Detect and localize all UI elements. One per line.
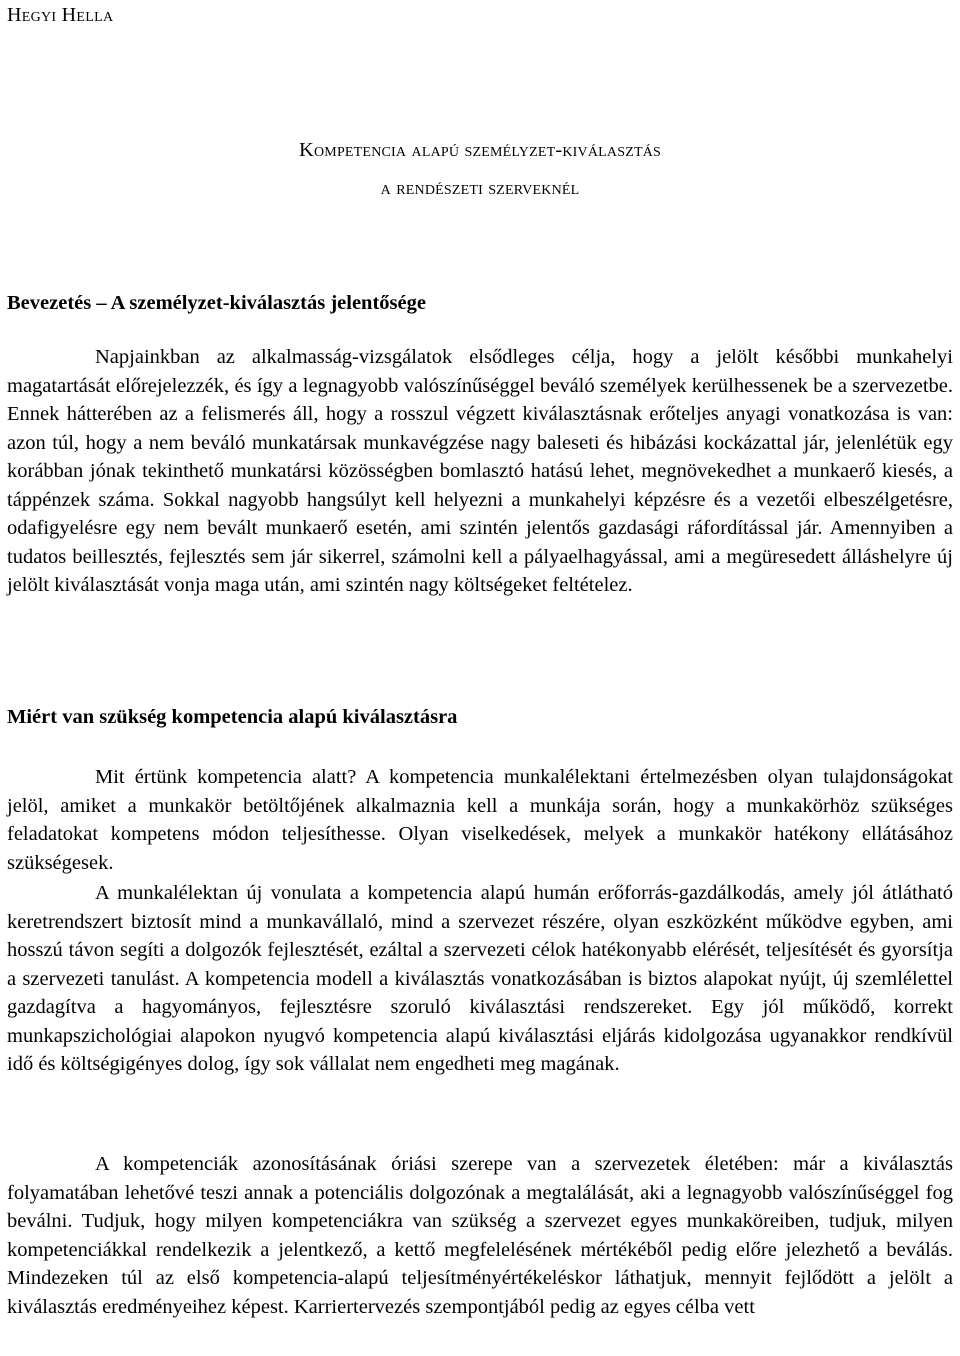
paragraph: A munkalélektan új vonulata a kompetencia alapú humán erőforrás-gazdálkodás, amely jól átlátható keretrendszert biztosít mind a munkavállaló, mind a szervezet részére, olyan eszközként működve egyben, ami hosszú távon segíti a dolgozók fejlesztését, ezáltal a szervezeti célok hatékonyabb elérését, teljesítését és gyorsítja a szervezeti tanulást. A kompetencia modell a kiválasztás vonatkozásában is biztos alapokat nyújt, új szemlélettel gazdagítva a hagyományos, fejlesztésre szoruló kiválasztási rendszereket. Egy jól működő, korrekt munkapszichológiai alapokon nyugvó kompetencia alapú kiválasztási eljárás kidolgozása ugyanakkor rendkívül idő és költségigényes dolog, így sok vállalat nem engedheti meg magának. [7,882,953,1075]
paper-title [0,131,960,207]
section-heading-introduction: Bevezetés – A személyzet-kiválasztás jelentősége [7,292,426,314]
paragraph: Mit értünk kompetencia alatt? A kompetencia munkalélektani értelmezésben olyan tulajdonságokat jelöl, amiket a munkakör betöltőjének alkalmaznia kell a munkája során, hogy a munkakörhöz szükséges feladatokat kompetens módon teljesíthesse. Olyan viselkedések, melyek a munkakör hatékony ellátásához szükségesek. [7,766,953,874]
section-heading-why-competency: Miért van szükség kompetencia alapú kiválasztásra [7,706,458,728]
author-name: Hegyi Hella [7,4,114,26]
paragraph: A kompetenciák azonosításának óriási szerepe van a szervezetek életében: már a kiválasztás folyamatában lehetővé teszi annak a potenciális dolgozónak a megtalálását, aki a legnagyobb valószínűséggel fog beválni. Tudjuk, hogy milyen kompetenciákra van szükség a szervezet egyes munkaköreiben, tudjuk, milyen kompetenciákkal rendelkezik a jelentkező, a kettő megfelelésének mértékéből pedig előre jelezhető a beválás. Mindezeken túl az első kompetencia-alapú teljesítményértékeléskor láthatjuk, mennyit fejlődött a jelölt a kiválasztás eredményeihez képest. Karriertervezés szempontjából pedig az egyes célba vett [7,1153,953,1318]
title-line-2: a rendészeti szerveknél [380,177,580,199]
title-line-1: Kompetencia alapú személyzet-kiválasztás [298,139,662,161]
paragraph: Napjainkban az alkalmasság-vizsgálatok elsődleges célja, hogy a jelölt későbbi munkahelyi magatartását előrejelezzék, és így a legnagyobb valószínűséggel beváló személyek kerülhessenek be a szervezetbe. Ennek hátterében az a felismerés áll, hogy a rosszul végzett kiválasztásnak erőteljes anyagi vonatkozása is van: azon túl, hogy a nem beváló munkatársak munkavégzése nagy baleseti és hibázási kockázattal jár, jelenlétük egy korábban jónak tekinthető munkatársi közösségben bomlasztó hatású lehet, megnövekedhet a munkaerő kiesés, a táppénzek száma. Sokkal nagyobb hangsúlyt kell helyezni a munkahelyi képzésre és a vezetői elbeszélgetésre, odafigyelésre egy nem bevált munkaerő esetén, ami szintén jelentős gazdasági ráfordítással jár. Amennyiben a tudatos beillesztés, fejlesztés sem jár sikerrel, számolni kell a pályaelhagyással, ami a megüresedett álláshelyre új jelölt kiválasztását vonja maga után, ami szintén nagy költségeket feltételez. [7,346,953,596]
